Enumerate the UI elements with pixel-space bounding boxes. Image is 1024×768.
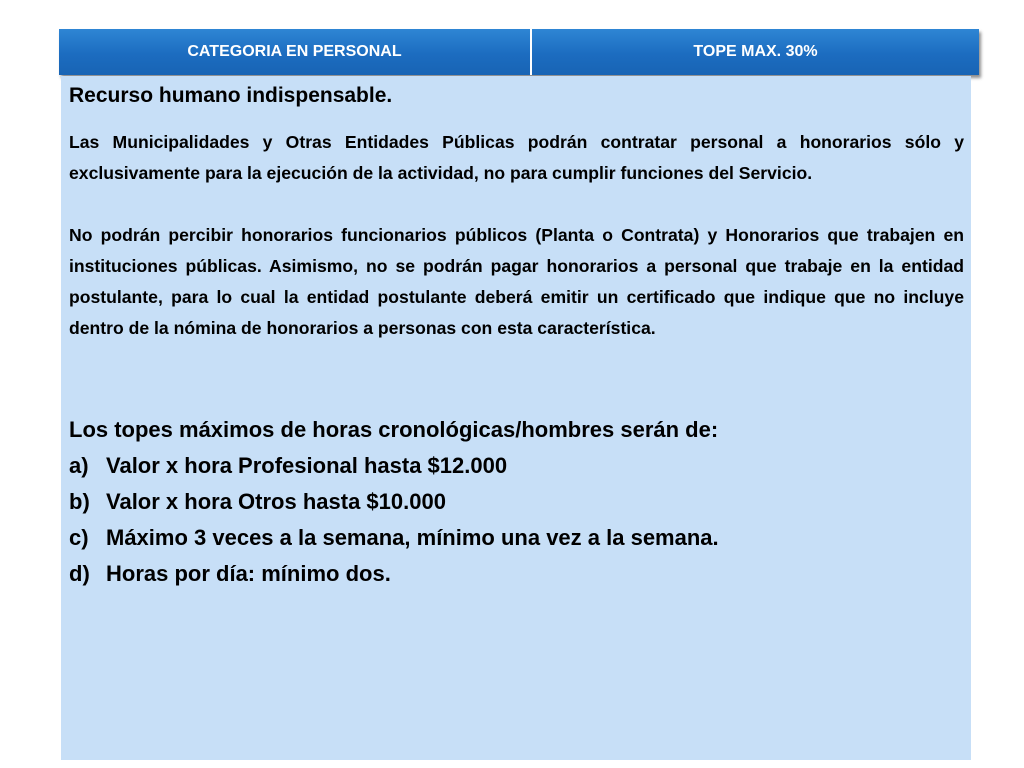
list-marker: a)	[69, 453, 89, 478]
header-categoria-en-personal: CATEGORIA EN PERSONAL	[59, 29, 532, 75]
list-item	[69, 520, 964, 556]
list-item-text: Valor x hora Otros hasta $10.000	[106, 489, 446, 514]
list-marker: b)	[69, 489, 90, 514]
paragraph-contratacion: Las Municipalidades y Otras Entidades Públicas podrán contratar personal a honorarios sólo y exclusivamente para la ejecución de la actividad, no para cumplir funciones del Servicio.	[69, 132, 964, 183]
list-item-text: Máximo 3 veces a la semana, mínimo una vez a la semana.	[106, 525, 719, 550]
hours-limits-title: Los topes máximos de horas cronológicas/hombres serán de:	[69, 417, 719, 442]
hours-limits-list	[69, 448, 964, 592]
section-heading: Recurso humano indispensable.	[69, 84, 393, 107]
list-item	[69, 484, 964, 520]
table-header-row	[59, 29, 979, 75]
paragraph-restricciones: No podrán percibir honorarios funcionarios públicos (Planta o Contrata) y Honorarios que trabajen en instituciones públicas. Asimismo, no se podrán pagar honorarios a personal que trabaje en la entidad postulante, para lo cual la entidad postulante deberá emitir un certificado que indique que no incluye dentro de la nómina de honorarios a personas con esta característica.	[69, 225, 964, 338]
header-tope-max: TOPE MAX. 30%	[532, 29, 979, 75]
list-item	[69, 448, 964, 484]
list-marker: d)	[69, 561, 90, 586]
list-marker: c)	[69, 525, 89, 550]
list-item-text: Valor x hora Profesional hasta $12.000	[106, 453, 508, 478]
list-item	[69, 556, 964, 592]
table-body-cell	[61, 76, 971, 760]
list-item-text: Horas por día: mínimo dos.	[106, 561, 391, 586]
